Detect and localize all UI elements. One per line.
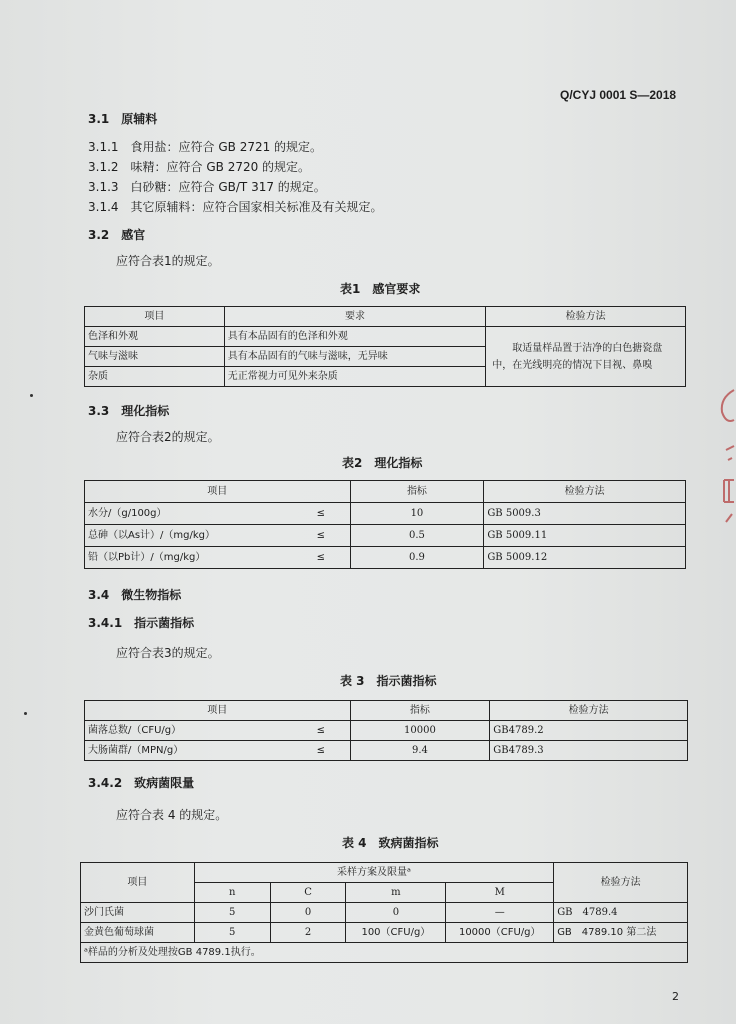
clause-3-1-1: 3.1.1 食用盐：应符合 GB 2721 的规定。	[88, 140, 323, 154]
table-cell: 具有本品固有的色泽和外观	[224, 327, 486, 347]
table-row	[85, 547, 686, 569]
table-cell: 0	[270, 903, 346, 923]
table1-header-method: 检验方法	[486, 307, 686, 327]
table-cell: 2	[270, 923, 346, 943]
standard-code: Q/CYJ 0001 S—2018	[560, 88, 677, 102]
table2-header-method: 检验方法	[484, 481, 686, 503]
table-row	[85, 721, 688, 741]
table-cell: 水分/（g/100g）	[85, 503, 293, 525]
table-cell: 5	[194, 903, 270, 923]
table-cell: 0	[346, 903, 446, 923]
table4-header-method: 检验方法	[554, 863, 688, 903]
table1-sensory	[84, 306, 686, 387]
table-cell: 0.5	[350, 525, 484, 547]
table4-sub-M: M	[446, 883, 554, 903]
table-cell: GB 4789.4	[554, 903, 688, 923]
table-cell: 金黄色葡萄球菌	[81, 923, 195, 943]
table-cell: GB 5009.3	[484, 503, 686, 525]
table-cell: 0.9	[350, 547, 484, 569]
table2-physicochemical	[84, 480, 686, 569]
table-cell: 大肠菌群/（MPN/g）	[85, 741, 293, 761]
table1-caption: 表1 感官要求	[340, 282, 421, 296]
section-3-4-1-text: 应符合表3的规定。	[116, 646, 220, 660]
table-cell: 杂质	[85, 367, 225, 387]
table-cell: GB4789.3	[490, 741, 688, 761]
table-cell: 100（CFU/g）	[346, 923, 446, 943]
table-cell: 铅（以Pb计）/（mg/kg）	[85, 547, 293, 569]
table3-header-item: 项目	[85, 701, 351, 721]
section-3-3-text: 应符合表2的规定。	[116, 430, 220, 444]
table-cell: GB 4789.10 第二法	[554, 923, 688, 943]
clause-3-1-4: 3.1.4 其它原辅料：应符合国家相关标准及有关规定。	[88, 200, 383, 214]
table4-header-plan: 采样方案及限量ᵃ	[194, 863, 553, 883]
table4-footnote: ᵃ样品的分析及处理按GB 4789.1执行。	[81, 943, 688, 963]
scan-speck	[30, 394, 33, 397]
table-cell: 5	[194, 923, 270, 943]
table1-header-requirement: 要求	[224, 307, 486, 327]
table-cell: 具有本品固有的气味与滋味，无异味	[224, 347, 486, 367]
table4-sub-n: n	[194, 883, 270, 903]
table-cell: 总砷（以As计）/（mg/kg）	[85, 525, 293, 547]
section-3-4-2-text: 应符合表 4 的规定。	[116, 808, 228, 822]
table-row	[81, 943, 688, 963]
clause-3-1-3: 3.1.3 白砂糖：应符合 GB/T 317 的规定。	[88, 180, 326, 194]
table3-header-index: 指标	[350, 701, 490, 721]
section-3-4-title: 3.4 微生物指标	[88, 588, 182, 602]
table4-sub-m: m	[346, 883, 446, 903]
page-number: 2	[672, 990, 679, 1003]
table2-header-index: 指标	[350, 481, 484, 503]
scan-speck	[24, 712, 27, 715]
clause-3-1-2: 3.1.2 味精：应符合 GB 2720 的规定。	[88, 160, 311, 174]
table-row	[85, 701, 688, 721]
table3-indicator-bacteria	[84, 700, 688, 761]
table-cell: 气味与滋味	[85, 347, 225, 367]
table-cell: 10000	[350, 721, 490, 741]
table-cell: ≤	[292, 741, 350, 761]
table-cell: GB 5009.12	[484, 547, 686, 569]
table-cell: GB4789.2	[490, 721, 688, 741]
table3-caption: 表 3 指示菌指标	[340, 674, 437, 688]
section-3-4-2-title: 3.4.2 致病菌限量	[88, 776, 195, 790]
table-cell: ≤	[292, 525, 350, 547]
section-3-2-text: 应符合表1的规定。	[116, 254, 220, 268]
table-cell: 10	[350, 503, 484, 525]
table-row	[81, 903, 688, 923]
table-cell: 无正常视力可见外来杂质	[224, 367, 486, 387]
table3-header-method: 检验方法	[490, 701, 688, 721]
table-cell: 10000（CFU/g）	[446, 923, 554, 943]
table-row	[81, 863, 688, 883]
table-cell: GB 5009.11	[484, 525, 686, 547]
table-cell: ≤	[292, 547, 350, 569]
section-3-2-title: 3.2 感官	[88, 228, 146, 242]
table-cell: ≤	[292, 721, 350, 741]
table-row	[85, 741, 688, 761]
table2-header-item: 项目	[85, 481, 351, 503]
table-row	[85, 525, 686, 547]
section-3-4-1-title: 3.4.1 指示菌指标	[88, 616, 195, 630]
table4-sub-c: C	[270, 883, 346, 903]
table1-header-item: 项目	[85, 307, 225, 327]
red-seal-stamp-fragment	[716, 380, 736, 530]
table-cell: ≤	[292, 503, 350, 525]
section-3-1-title: 3.1 原辅料	[88, 112, 158, 126]
table-cell: 9.4	[350, 741, 490, 761]
table-row	[85, 481, 686, 503]
table-row	[81, 923, 688, 943]
table1-method-cell: 取适量样品置于洁净的白色搪瓷盘中，在光线明亮的情况下目视、鼻嗅	[486, 327, 686, 387]
table4-caption: 表 4 致病菌指标	[342, 836, 439, 850]
table2-caption: 表2 理化指标	[342, 456, 423, 470]
table-cell: 沙门氏菌	[81, 903, 195, 923]
table-cell: 菌落总数/（CFU/g）	[85, 721, 293, 741]
table-cell: 色泽和外观	[85, 327, 225, 347]
section-3-3-title: 3.3 理化指标	[88, 404, 170, 418]
table-row	[85, 503, 686, 525]
table4-header-item: 项目	[81, 863, 195, 903]
table-cell: —	[446, 903, 554, 923]
table-row	[85, 327, 686, 347]
table4-pathogen-limits	[80, 862, 688, 963]
table-row	[85, 307, 686, 327]
